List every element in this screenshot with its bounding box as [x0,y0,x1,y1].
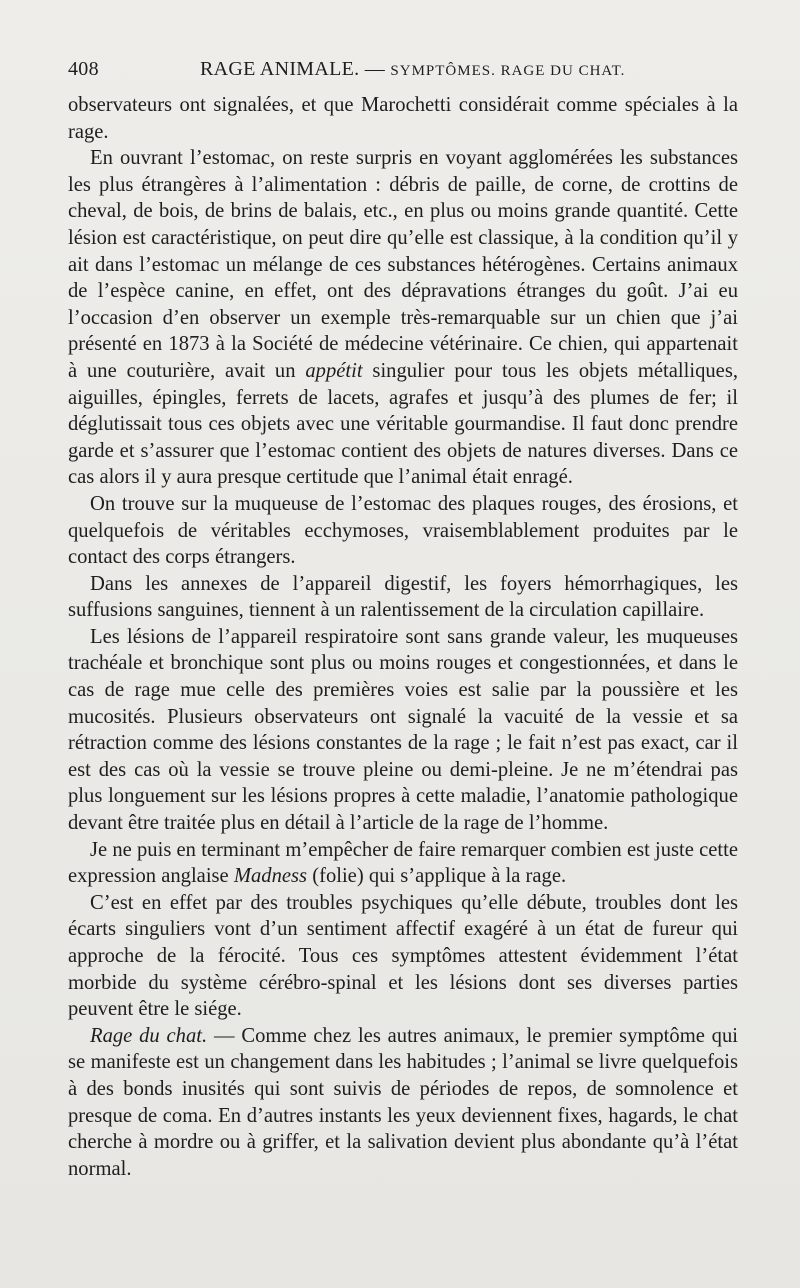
paragraph [68,491,738,571]
text-run: Dans les annexes de l’appareil digestif, les foyers hémorrhagiques, les suffusions sanguines, tiennent à un ralentissement de la circulation capillaire. [68,572,738,622]
paragraph [68,145,738,491]
header-subtitle: SYMPTÔMES. RAGE DU CHAT. [390,63,626,79]
text-run: (folie) qui s’applique à la rage. [307,865,567,888]
running-header [68,58,738,86]
italic-text: Madness [233,865,308,888]
paragraph [68,624,738,837]
header-title: RAGE ANIMALE. [200,58,360,80]
paragraph [68,571,738,624]
text-run: Je ne puis en terminant m’empêcher de faire remarquer combien est juste cette expression anglaise [68,838,738,888]
paragraph [68,890,738,1023]
text-run: En ouvrant l’estomac, on reste surpris en voyant agglomérées les substances les plus étrangères à l’alimentation : débris de paille, de corne, de crottins de cheval, de bois, de brins de balais, etc., en plus ou moins grande quantité. Cette lésion est caractéristique, on peut dire qu’elle est classique, à la condition qu’il y ait dans l’estomac un mélange de ces substances hétérogènes. Certains animaux de l’espèce canine, en effet, ont des dépravations étranges du goût. J’ai eu l’occasion d’en observer un exemple très-remarquable sur un chien que j’ai présenté en 1873 à la Société de médecine vétérinaire. Ce chien, qui appartenait à une couturière, avait un [68,147,738,382]
italic-text: Rage du chat. [90,1024,208,1047]
running-title [158,58,738,81]
text-run: observateurs ont signalées, et que Marochetti considérait comme spéciales à la rage. [68,94,738,143]
paragraph [68,1023,738,1183]
header-dash: — [364,58,386,80]
paragraph [68,92,738,145]
page-number: 408 [68,58,99,80]
italic-text: appétit [305,359,363,382]
text-run: — Comme chez les autres animaux, le premier symptôme qui se manifeste est un changement dans les habitudes ; l’animal se livre quelquefois à des bonds inusités qui sont suivis de périodes de repos, de somnolence et presque de coma. En d’autres instants les yeux deviennent fixes, hagards, le chat cherche à mordre ou à griffer, et la salivation devient plus abondante qu’à l’état normal. [68,1024,738,1180]
body-text [68,92,738,1182]
text-run: C’est en effet par des troubles psychiques qu’elle débute, troubles dont les écarts singuliers vont d’un sentiment affectif exagéré à un état de fureur qui approche de la férocité. Tous ces symptômes attestent évidemment l’état morbide du système cérébro-spinal et les lésions dont ses diverses parties peuvent être le siége. [68,891,738,1021]
paragraph [68,837,738,890]
text-run: On trouve sur la muqueuse de l’estomac des plaques rouges, des érosions, et quelquefois de véritables ecchymoses, vraisemblablement produites par le contact des corps étrangers. [68,492,738,569]
text-run: singulier pour tous les objets métalliques, aiguilles, épingles, ferrets de lacets, agrafes et jusqu’à des plumes de fer; il déglutissait tous ces objets avec une véritable gourmandise. Il faut donc prendre garde et s’assurer que l’estomac contient des objets de natures diverses. Dans ce cas alors il y aura presque certitude que l’animal était enragé. [68,359,738,489]
text-run: Les lésions de l’appareil respiratoire sont sans grande valeur, les muqueuses trachéale et bronchique sont plus ou moins rouges et congestionnées, et dans le cas de rage mue celle des premières voies est salie par la poussière et les mucosités. Plusieurs observateurs ont signalé la vacuité de la vessie et sa rétraction comme des lésions constantes de la rage ; le fait n’est pas exact, car il est des cas où la vessie se trouve pleine ou demi-pleine. Je ne m’étendrai pas plus longuement sur les lésions propres à cette maladie, l’anatomie pathologique devant être traitée plus en détail à l’article de la rage de l’homme. [68,625,738,835]
